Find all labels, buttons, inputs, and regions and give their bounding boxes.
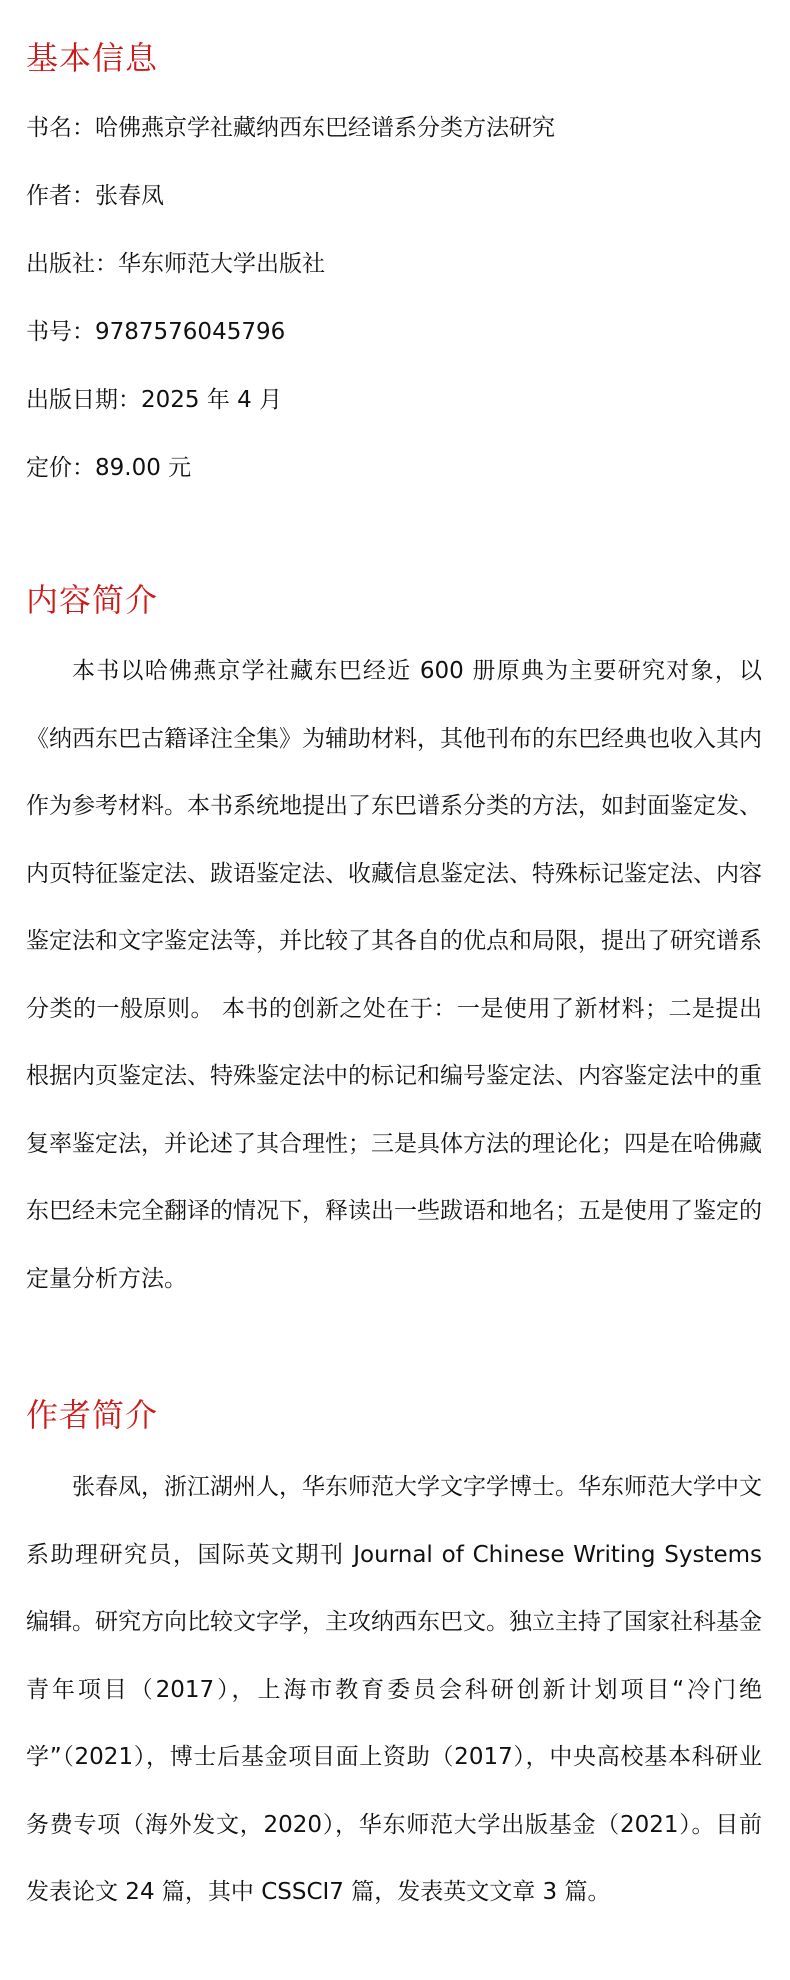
author-intro-paragraph: 张春凤，浙江湖州人，华东师范大学文字学博士。华东师范大学中文系助理研究员，国际英文期刊 Journal of Chinese Writing Systems 编辑。研究方向比较文字学，主攻纳西东巴文。独立主持了国家社科基金青年项目（2017），上海市教育委员会科研创新计划项目“冷门绝学”（2021），博士后基金项目面上资助（2017），中央高校基本科研业务费专项（海外发文，2020），华东师范大学出版基金（2021）。目前发表论文 24 篇，其中 CSSCI7 篇，发表英文文章 3 篇。: [26, 1474, 762, 1905]
author-intro-heading: 作者简介: [26, 1396, 159, 1434]
content-intro-paragraph: 本书以哈佛燕京学社藏东巴经近 600 册原典为主要研究对象，以《纳西东巴古籍译注全集》为辅助材料，其他刊布的东巴经典也收入其内作为参考材料。本书系统地提出了东巴谱系分类的方法，如封面鉴定发、内页特征鉴定法、跋语鉴定法、收藏信息鉴定法、特殊标记鉴定法、内容鉴定法和文字鉴定法等，并比较了其各自的优点和局限，提出了研究谱系分类的一般原则。 本书的创新之处在于：一是使用了新材料；二是提出根据内页鉴定法、特殊鉴定法中的标记和编号鉴定法、内容鉴定法中的重复率鉴定法，并论述了其合理性；三是具体方法的理论化；四是在哈佛藏东巴经未完全翻译的情况下，释读出一些跋语和地名；五是使用了鉴定的定量分析方法。: [26, 658, 762, 1292]
basic-info-heading: 基本信息: [26, 39, 159, 77]
book-title-line: 书名：哈佛燕京学社藏纳西东巴经谱系分类方法研究: [26, 115, 555, 141]
publisher-line: 出版社：华东师范大学出版社: [26, 251, 325, 277]
isbn-line: 书号：9787576045796: [26, 319, 286, 345]
content-intro-heading: 内容简介: [26, 581, 159, 619]
book-author-line: 作者：张春凤: [26, 183, 164, 209]
price-line: 定价：89.00 元: [26, 455, 192, 481]
basic-info-list: [26, 113, 555, 483]
publish-date-line: 出版日期：2025 年 4 月: [26, 387, 283, 413]
